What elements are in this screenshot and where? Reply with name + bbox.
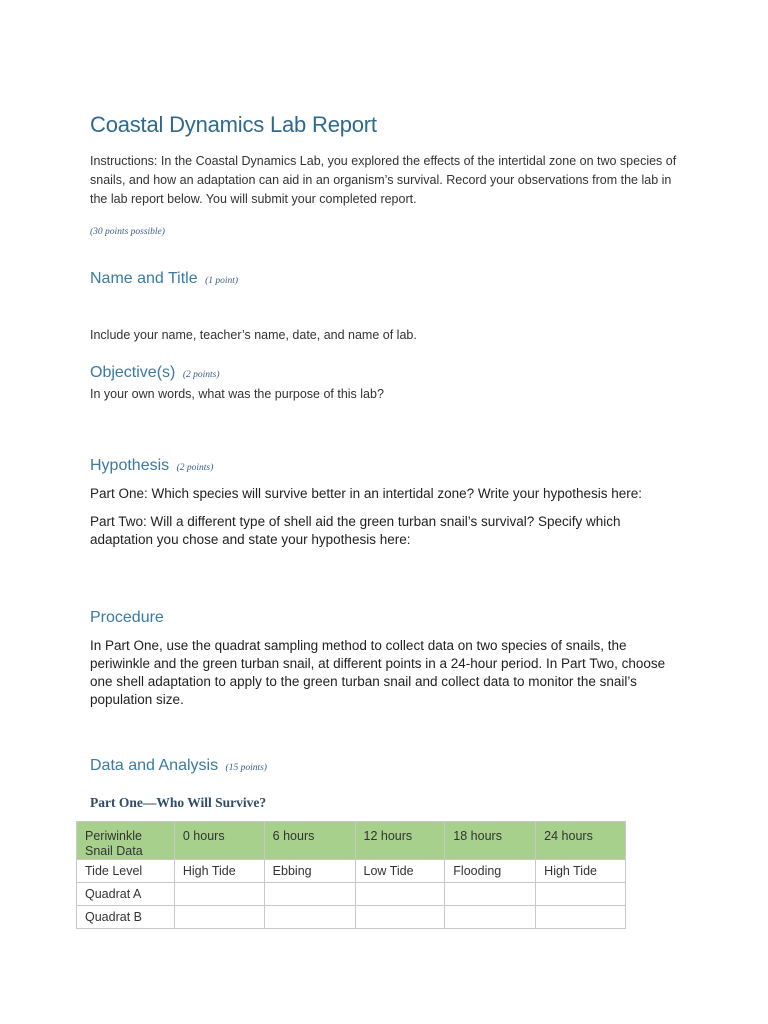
table-cell-input[interactable] bbox=[355, 906, 445, 929]
table-cell-input[interactable] bbox=[264, 883, 355, 906]
table-header-cell: 24 hours bbox=[536, 822, 626, 860]
procedure-heading: Procedure bbox=[90, 609, 164, 626]
table-row-label: Quadrat B bbox=[77, 906, 175, 929]
table-row-label: Tide Level bbox=[77, 860, 175, 883]
table-cell-input[interactable] bbox=[445, 883, 536, 906]
section-heading-data-analysis bbox=[90, 757, 267, 775]
section-heading-procedure bbox=[90, 609, 164, 627]
instructions-text: Instructions: In the Coastal Dynamics Lab, you explored the effects of the intertidal zone on two species of snails, and how an adaptation can aid in an organism’s survival. Record your observations from the lab in the lab report below. You will submit your completed report. bbox=[90, 154, 677, 206]
table-cell-input[interactable] bbox=[174, 883, 264, 906]
page-title: Coastal Dynamics Lab Report bbox=[90, 112, 377, 137]
table-header-cell: 0 hours bbox=[174, 822, 264, 860]
table-cell-input[interactable] bbox=[264, 906, 355, 929]
table-row bbox=[77, 906, 626, 929]
table-cell: High Tide bbox=[536, 860, 626, 883]
table-cell-input[interactable] bbox=[536, 883, 626, 906]
section-heading-hypothesis bbox=[90, 457, 213, 475]
table-cell-input[interactable] bbox=[536, 906, 626, 929]
section-heading-objectives bbox=[90, 364, 220, 382]
table-cell-input[interactable] bbox=[174, 906, 264, 929]
name-title-text: Include your name, teacher’s name, date, and name of lab. bbox=[90, 328, 417, 342]
hypothesis-part-one: Part One: Which species will survive better in an intertidal zone? Write your hypothesis here: bbox=[90, 486, 643, 501]
data-analysis-heading: Data and Analysis bbox=[90, 757, 219, 774]
table-row bbox=[77, 883, 626, 906]
table-header-cell: Periwinkle Snail Data bbox=[77, 822, 175, 860]
procedure-text: In Part One, use the quadrat sampling method to collect data on two species of snails, the periwinkle and the green turban snail, at different points in a 24-hour period. In Part Two, choose one shell adaptation to apply to the green turban snail and collect data to monitor the snail’s population size. bbox=[90, 638, 666, 707]
periwinkle-data-table bbox=[76, 821, 626, 929]
name-title-heading: Name and Title bbox=[90, 270, 198, 287]
table-header-cell: 12 hours bbox=[355, 822, 445, 860]
section-heading-name-title bbox=[90, 270, 238, 288]
objectives-text: In your own words, what was the purpose of this lab? bbox=[90, 387, 384, 401]
table-cell: Flooding bbox=[445, 860, 536, 883]
part-one-subheading: Part One—Who Will Survive? bbox=[90, 795, 267, 810]
table-cell: Low Tide bbox=[355, 860, 445, 883]
table-header-row bbox=[77, 822, 626, 860]
objectives-heading: Objective(s) bbox=[90, 364, 176, 381]
table-row bbox=[77, 860, 626, 883]
hypothesis-part-two: Part Two: Will a different type of shell aid the green turban snail’s survival? Specify which adaptation you chose and state your hypothesis here: bbox=[90, 514, 621, 547]
table-header-cell: 6 hours bbox=[264, 822, 355, 860]
objectives-points: (2 points) bbox=[182, 370, 220, 380]
total-points-note: (30 points possible) bbox=[90, 227, 165, 237]
data-analysis-points: (15 points) bbox=[225, 763, 267, 773]
table-header-cell: 18 hours bbox=[445, 822, 536, 860]
hypothesis-heading: Hypothesis bbox=[90, 457, 170, 474]
table-cell: Ebbing bbox=[264, 860, 355, 883]
name-title-points: (1 point) bbox=[205, 276, 239, 286]
table-cell-input[interactable] bbox=[355, 883, 445, 906]
table-row-label: Quadrat A bbox=[77, 883, 175, 906]
hypothesis-points: (2 points) bbox=[176, 463, 214, 473]
table-cell-input[interactable] bbox=[445, 906, 536, 929]
table-cell: High Tide bbox=[174, 860, 264, 883]
